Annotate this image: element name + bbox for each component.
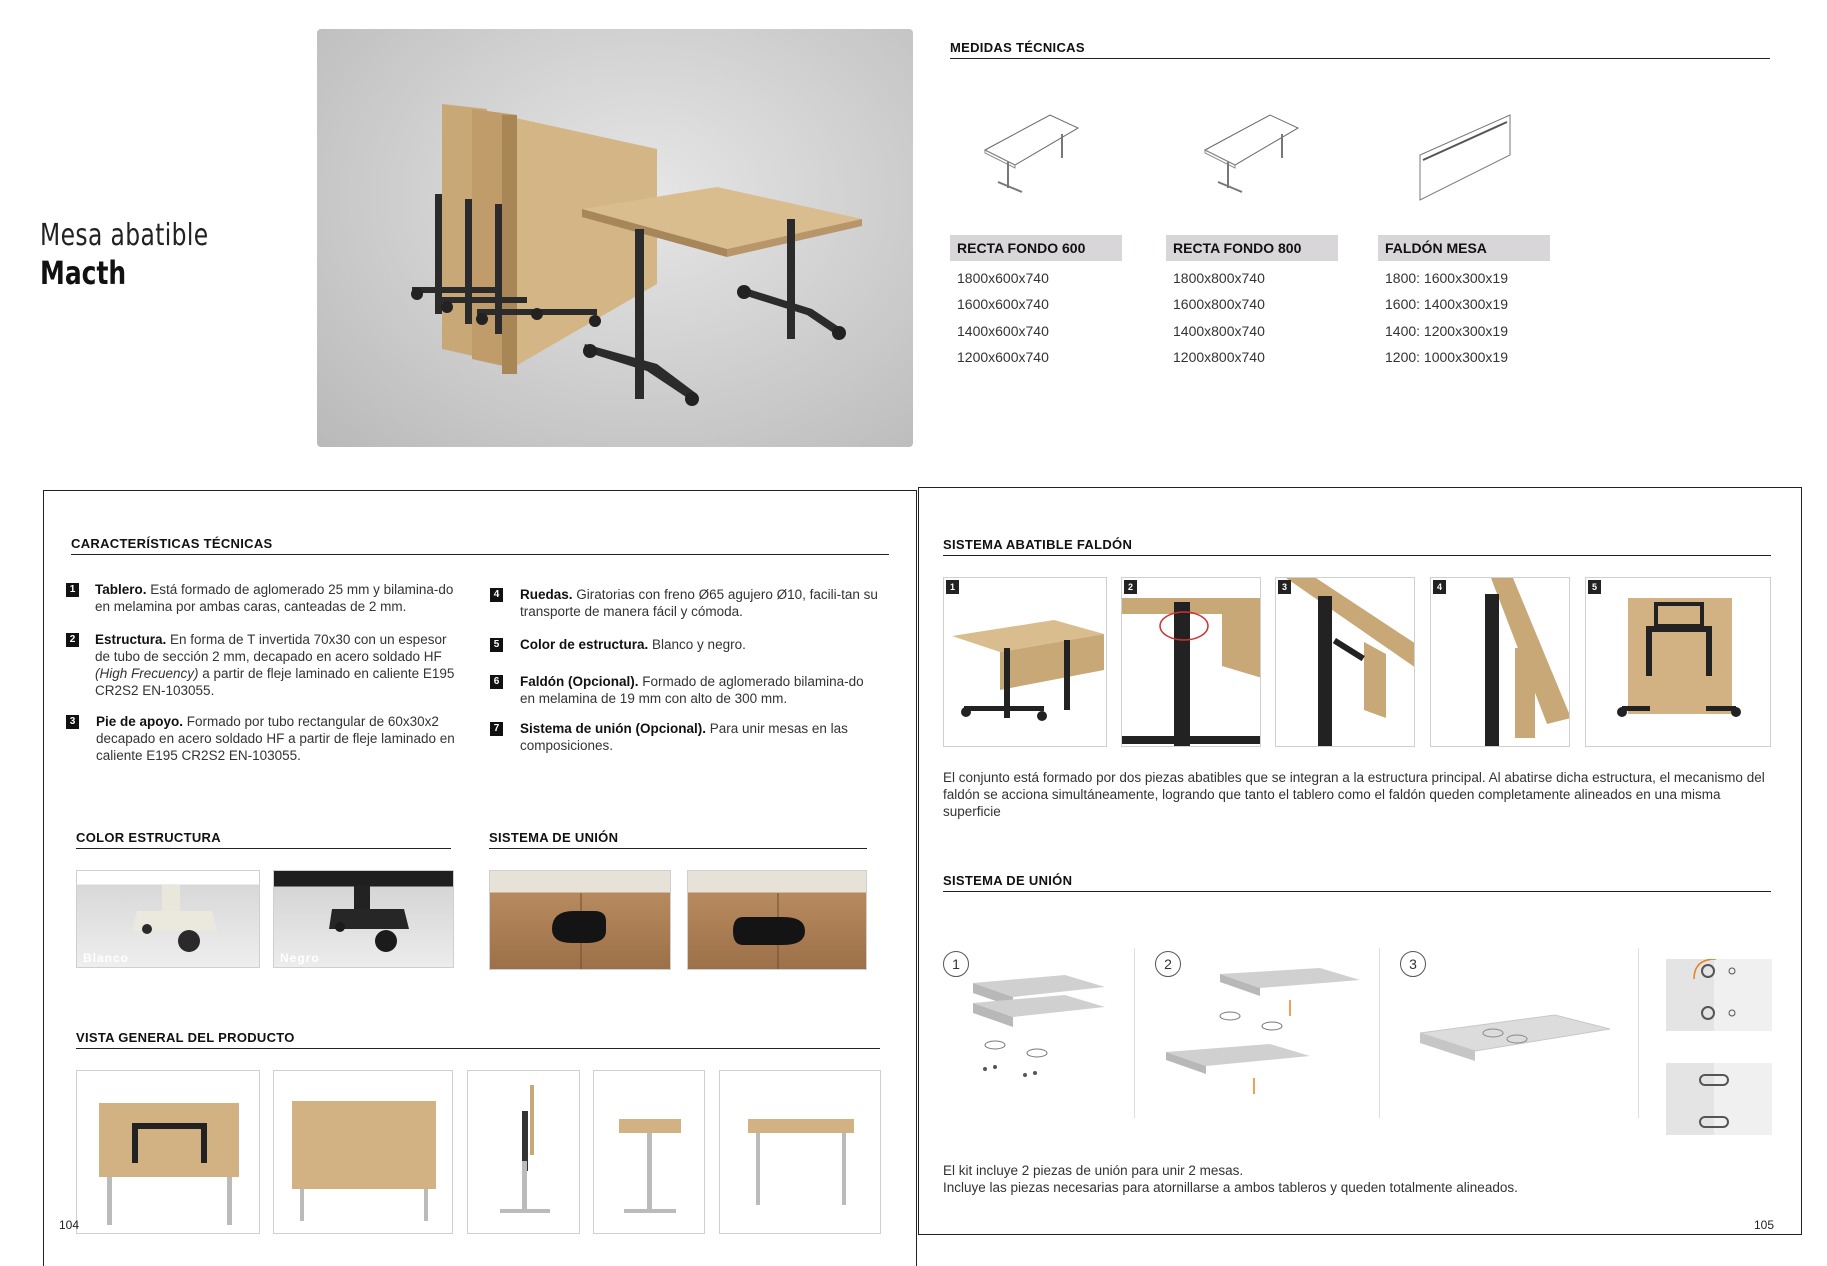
table-600-drawing	[980, 110, 1080, 200]
union-step-number: 2	[1155, 951, 1181, 977]
color-negro-label: Negro	[280, 951, 320, 965]
dim-value: 1200x800x740	[1173, 349, 1265, 365]
union-divider	[1638, 948, 1639, 1118]
union-step-1-diagram	[965, 965, 1115, 1095]
feature-number: 1	[66, 583, 79, 597]
dim-value: 1600x800x740	[1173, 296, 1265, 312]
dim-head-faldon: FALDÓN MESA	[1378, 235, 1550, 261]
abatible-step-1-photo	[943, 577, 1107, 747]
vista-bottom-photo	[76, 1070, 260, 1234]
dim-value: 1400x800x740	[1173, 323, 1265, 339]
feature-number: 4	[490, 588, 503, 602]
union-photo-1	[489, 870, 671, 970]
union-note-2: Incluye las piezas necesarias para atornillarse a ambos tableros y queden totalmente alineados.	[943, 1180, 1518, 1195]
abatible-step-number: 2	[1124, 580, 1137, 594]
vista-side-open-photo	[593, 1070, 705, 1234]
abatible-step-number: 4	[1433, 580, 1446, 594]
sistema-union-left-title: SISTEMA DE UNIÓN	[489, 830, 867, 849]
vista-side-photo	[467, 1070, 580, 1234]
dim-value: 1200x600x740	[957, 349, 1049, 365]
union-note-1: El kit incluye 2 piezas de unión para unir 2 mesas.	[943, 1163, 1244, 1178]
abatible-step-2-photo	[1121, 577, 1261, 747]
dim-head-600: RECTA FONDO 600	[950, 235, 1122, 261]
union-detail-bottom	[1666, 1063, 1772, 1135]
caracteristicas-title: CARACTERÍSTICAS TÉCNICAS	[71, 536, 889, 555]
feature-number: 3	[66, 715, 79, 729]
product-title-line1: Mesa abatible	[40, 218, 209, 253]
abatible-step-4-photo	[1430, 577, 1570, 747]
dim-value: 1800x800x740	[1173, 270, 1265, 286]
dim-value: 1400x600x740	[957, 323, 1049, 339]
color-negro-photo	[273, 870, 454, 968]
color-blanco-label: Blanco	[83, 951, 130, 965]
feature-pie-apoyo: Pie de apoyo. Formado por tubo rectangular de 60x30x2 decapado en acero soldado HF a partir de fleje laminado en caliente E195 CR2S2 EN-103055.	[96, 714, 455, 763]
dim-value: 1600x600x740	[957, 296, 1049, 312]
feature-sistema-union: Sistema de unión (Opcional). Para unir mesas en las composiciones.	[520, 721, 848, 753]
feature-color: Color de estructura. Blanco y negro.	[520, 637, 746, 652]
feature-ruedas: Ruedas. Giratorias con freno Ø65 agujero Ø10, facili-tan su transporte de manera fácil y cómoda.	[520, 587, 878, 619]
union-photo-2	[687, 870, 867, 970]
dim-value: 1400: 1200x300x19	[1385, 323, 1508, 339]
dim-value: 1800: 1600x300x19	[1385, 270, 1508, 286]
union-detail-top	[1666, 959, 1772, 1031]
feature-number: 5	[490, 638, 503, 652]
product-title-line2: Macth	[40, 254, 127, 292]
hero-product-photo	[317, 29, 913, 447]
vista-perspective-photo	[719, 1070, 881, 1234]
union-divider	[1134, 948, 1135, 1118]
abatible-description: El conjunto está formado por dos piezas abatibles que se integran a la estructura principal. Al abatirse dicha estructura, el mecanismo del faldón se acciona simultáneamente, logrando que tanto el tablero como el faldón queden completamente alineados en una misma superficie	[943, 770, 1765, 819]
feature-faldon: Faldón (Opcional). Formado de aglomerado bilamina-do en melamina de 19 mm con alto de 300 mm.	[520, 674, 864, 706]
feature-number: 2	[66, 633, 79, 647]
vista-front-photo	[273, 1070, 453, 1234]
abatible-step-3-photo	[1275, 577, 1415, 747]
abatible-step-number: 3	[1278, 580, 1291, 594]
page-number-left: 104	[59, 1218, 80, 1232]
page-number-right: 105	[1754, 1218, 1775, 1232]
vista-general-title: VISTA GENERAL DEL PRODUCTO	[76, 1030, 880, 1049]
union-step-number: 1	[943, 951, 969, 977]
feature-tablero: Tablero. Está formado de aglomerado 25 mm y bilamina-do en melamina por ambas caras, canteadas de 2 mm.	[95, 582, 454, 614]
faldon-drawing	[1415, 110, 1515, 210]
abatible-step-5-photo	[1585, 577, 1771, 747]
dim-value: 1600: 1400x300x19	[1385, 296, 1508, 312]
abatible-step-number: 1	[946, 580, 959, 594]
sistema-union-right-title: SISTEMA DE UNIÓN	[943, 873, 1771, 892]
dim-value: 1200: 1000x300x19	[1385, 349, 1508, 365]
color-blanco-photo	[76, 870, 260, 968]
sistema-abatible-title: SISTEMA ABATIBLE FALDÓN	[943, 537, 1771, 556]
table-800-drawing	[1200, 110, 1300, 200]
union-step-2-diagram	[1160, 960, 1360, 1115]
dim-head-800: RECTA FONDO 800	[1166, 235, 1338, 261]
abatible-step-number: 5	[1588, 580, 1601, 594]
dim-value: 1800x600x740	[957, 270, 1049, 286]
union-step-3-diagram	[1415, 1005, 1615, 1100]
color-estructura-title: COLOR ESTRUCTURA	[76, 830, 451, 849]
medidas-title: MEDIDAS TÉCNICAS	[950, 40, 1770, 59]
feature-estructura: Estructura. En forma de T invertida 70x30 con un espesor de tubo de sección 2 mm, decapado en acero soldado HF (High Frecuency) a partir de fleje laminado en caliente E195 CR2S2 EN-103055.	[95, 632, 455, 698]
feature-number: 6	[490, 675, 503, 689]
union-divider	[1379, 948, 1380, 1118]
union-step-number: 3	[1400, 951, 1426, 977]
feature-number: 7	[490, 722, 503, 736]
